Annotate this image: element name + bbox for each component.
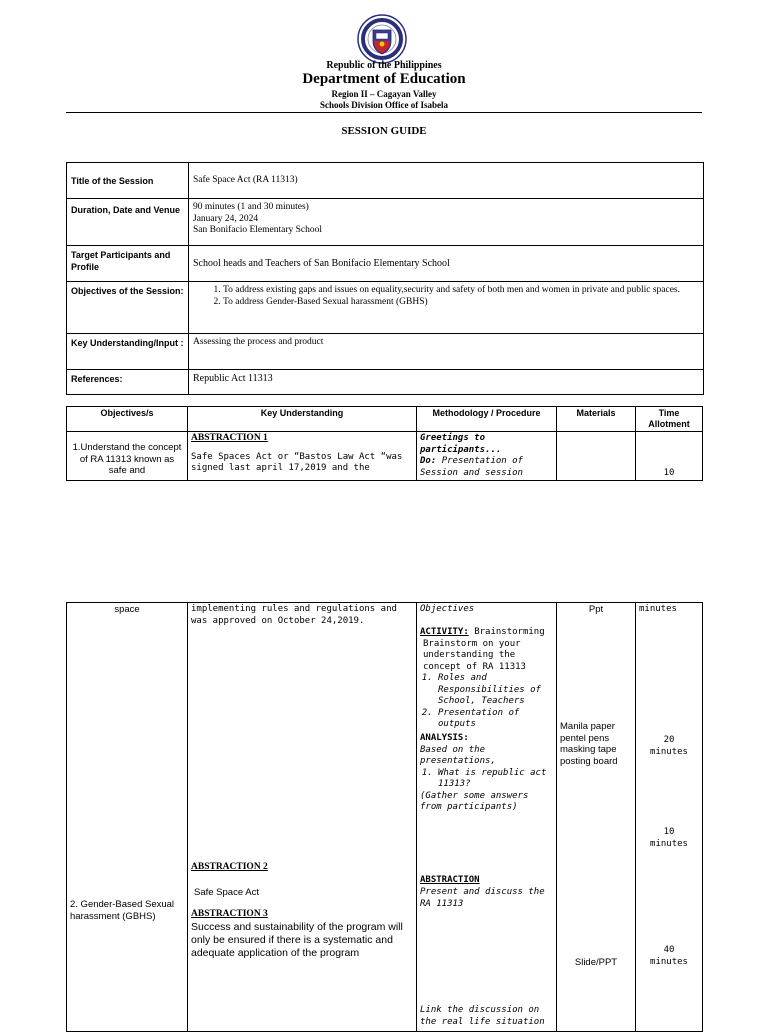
col-header-materials: Materials <box>557 407 636 432</box>
analysis-text: Based on the presentations, <box>420 744 496 766</box>
greetings-text: Greetings to participants... <box>420 433 502 455</box>
time-10-unit: minutes <box>650 838 688 849</box>
analysis-list <box>420 768 553 791</box>
time-20-value: 20 <box>663 735 675 745</box>
abstraction-2-text: Safe Space Act <box>194 887 259 898</box>
plan-row-continued <box>67 603 703 1032</box>
activity-block <box>420 627 553 731</box>
session-plan-table-continued <box>66 602 703 1032</box>
session-plan-table <box>66 406 703 481</box>
header-division-line: Schools Division Office of Isabela <box>319 100 448 110</box>
abstraction-3-text: Success and sustainability of the program will only be ensured if there is a systematic and adequate application of the program <box>191 921 403 959</box>
time-20-unit: minutes <box>650 746 688 757</box>
materials-ppt: Ppt <box>588 604 604 615</box>
references-value: Republic Act 11313 <box>189 370 704 395</box>
abstraction-1-text: Safe Spaces Act or “Bastos Law Act “was signed last april 17,2019 and the <box>191 451 403 473</box>
analysis-colon: : <box>463 733 469 743</box>
col-header-time: Time Allotment <box>636 407 703 432</box>
target-value: School heads and Teachers of San Bonifacio Elementary School <box>189 246 704 282</box>
key-continued: implementing rules and regulations and was approved on October 24,2019. <box>191 604 397 626</box>
objectives-label: Objectives of the Session: <box>67 282 189 334</box>
time-40 <box>639 945 699 968</box>
duration-label: Duration, Date and Venue <box>67 199 189 246</box>
analysis-block <box>420 733 553 814</box>
cont-methodology-cell <box>417 603 557 1032</box>
target-label: Target Participants and Profile <box>67 246 189 282</box>
header-republic: Republic of the Philippines <box>326 60 442 71</box>
info-row-key <box>67 334 704 370</box>
link-text: Link the discussion on the real life situation <box>420 1005 545 1027</box>
do-line <box>420 456 553 479</box>
objective-continued: space <box>114 604 140 615</box>
time-20 <box>639 735 699 758</box>
materials-list: Manila paper pentel pens masking tape posting board <box>560 721 618 767</box>
info-row-title <box>67 163 704 199</box>
title-label: Title of the Session <box>67 163 189 199</box>
cont-objective-cell <box>67 603 188 1032</box>
abstraction-2-title: ABSTRACTION 2 <box>191 862 268 872</box>
objective-item: 2. To address Gender-Based Sexual harassment (GBHS) <box>223 297 699 309</box>
references-label: References: <box>67 370 189 395</box>
key-value: Assessing the process and product <box>189 334 704 370</box>
info-row-target <box>67 246 704 282</box>
col-header-methodology: Methodology / Procedure <box>417 407 557 432</box>
info-row-duration <box>67 199 704 246</box>
plan-header-row <box>67 407 703 432</box>
abstraction-1-title: ABSTRACTION 1 <box>191 433 268 443</box>
do-label: Do: <box>420 456 437 466</box>
row1-methodology <box>417 432 557 481</box>
deped-seal-logo <box>357 14 407 64</box>
header-department: Department of Education <box>302 71 466 87</box>
activity-item: 2. Presentation of outputs <box>438 708 553 731</box>
header-rule <box>66 112 702 113</box>
col-header-objectives: Objectives/s <box>67 407 188 432</box>
abstraction-3-title: ABSTRACTION 3 <box>191 909 268 919</box>
col-header-key-understanding: Key Understanding <box>188 407 417 432</box>
row1-key-understanding <box>188 432 417 481</box>
activity-list <box>420 673 553 731</box>
title-value: Safe Space Act (RA 11313) <box>189 163 704 199</box>
info-row-references <box>67 370 704 395</box>
objective-item: 1. To address existing gaps and issues on equality,security and safety of both men and women in private and public spaces. <box>223 285 699 297</box>
methodology-continued: Objectives <box>420 604 475 614</box>
duration-line: 90 minutes (1 and 30 minutes) <box>193 202 309 212</box>
method-abstraction-text: Present and discuss the RA 11313 <box>420 887 545 909</box>
duration-value <box>189 199 704 246</box>
activity-label: ACTIVITY: <box>420 627 469 637</box>
time-minutes-cont: minutes <box>639 604 677 614</box>
analysis-item: 1. What is republic act 11313? <box>438 768 553 791</box>
do-text: Presentation of Session and session <box>420 456 523 478</box>
header-region-line: Region II – Cagayan Valley <box>331 89 437 99</box>
activity-item: 1. Roles and Responsibilities of School, Teachers <box>438 673 553 708</box>
cont-key-cell <box>188 603 417 1032</box>
time-40-value: 40 <box>663 945 675 955</box>
row1-objective: 1.Understand the concept of RA 11313 known as safe and <box>67 432 188 481</box>
time-10-value: 10 <box>663 827 675 837</box>
row1-materials <box>557 432 636 481</box>
cont-materials-cell <box>557 603 636 1032</box>
plan-row-1 <box>67 432 703 481</box>
venue-line: San Bonifacio Elementary School <box>193 225 323 235</box>
date-line: January 24, 2024 <box>193 213 259 224</box>
method-abstraction-label: ABSTRACTION <box>420 875 480 885</box>
analysis-note: (Gather some answers from participants) <box>420 790 529 812</box>
cont-time-cell <box>636 603 703 1032</box>
objectives-list <box>193 285 699 308</box>
activity-text: Brainstorm on your understanding the concept of RA 11313 <box>423 638 526 672</box>
header-region <box>0 89 768 111</box>
session-info-table <box>66 162 704 395</box>
objective-2: 2. Gender-Based Sexual harassment (GBHS) <box>70 899 175 922</box>
time-40-unit: minutes <box>650 956 688 967</box>
objectives-value <box>189 282 704 334</box>
row1-time: 10 <box>636 432 703 481</box>
materials-slide: Slide/PPT <box>574 957 618 968</box>
time-10 <box>639 827 699 850</box>
document-title: SESSION GUIDE <box>341 125 427 137</box>
analysis-label: ANALYSIS <box>420 733 464 743</box>
activity-title: Brainstorming <box>474 627 545 637</box>
info-row-objectives <box>67 282 704 334</box>
key-label: Key Understanding/Input : <box>67 334 189 370</box>
